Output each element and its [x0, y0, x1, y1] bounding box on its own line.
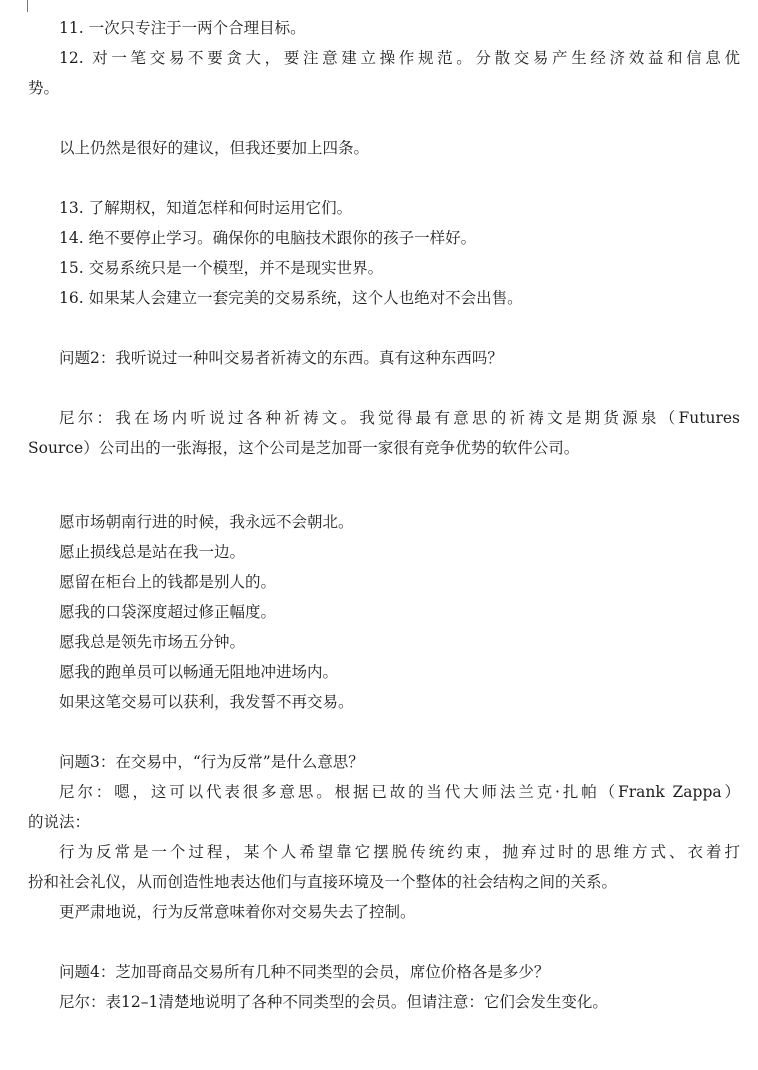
prayer-line: 愿我的口袋深度超过修正幅度。: [59, 603, 277, 621]
question-3: 问题3：在交易中，“行为反常”是什么意思？: [59, 753, 364, 771]
spacer: [28, 373, 740, 403]
tip-12-wrap: 势。: [28, 79, 60, 97]
document-page: [28, 13, 740, 1017]
spacer: [28, 463, 740, 493]
spacer: [28, 163, 740, 193]
prayer-line: 愿我的跑单员可以畅通无阻地冲进场内。: [59, 663, 339, 681]
tip-14: 14. 绝不要停止学习。确保你的电脑技术跟你的孩子一样好。: [59, 229, 477, 247]
page-edge-line: [27, 0, 28, 12]
answer-3-line-1: 尼尔：嗯，这可以代表很多意思。根据已故的当代大师法兰克·扎帕（Frank Zappa）: [59, 783, 740, 801]
quote-line-1: 行为反常是一个过程，某个人希望靠它摆脱传统约束，抛弃过时的思维方式、衣着打: [59, 843, 740, 861]
spacer: [28, 927, 740, 957]
intro-more-tips: 以上仍然是很好的建议，但我还要加上四条。: [59, 139, 370, 157]
answer-2-line-1: 尼尔：我在场内听说过各种祈祷文。我觉得最有意思的祈祷文是期货源泉（Futures: [59, 409, 740, 427]
tip-11: 11. 一次只专注于一两个合理目标。: [59, 19, 306, 37]
prayer-line: 愿市场朝南行进的时候，我永远不会朝北。: [59, 513, 354, 531]
spacer: [28, 313, 740, 343]
question-2: 问题2：我听说过一种叫交易者祈祷文的东西。真有这种东西吗？: [59, 349, 503, 367]
question-4: 问题4：芝加哥商品交易所有几种不同类型的会员，席位价格各是多少？: [59, 963, 550, 981]
answer-3-closing: 更严肃地说，行为反常意味着你对交易失去了控制。: [59, 903, 416, 921]
tip-16: 16. 如果某人会建立一套完美的交易系统，这个人也绝对不会出售。: [59, 289, 523, 307]
spacer: [28, 717, 740, 747]
spacer: [28, 103, 740, 133]
prayer-line: 愿留在柜台上的钱都是别人的。: [59, 573, 277, 591]
tip-13: 13. 了解期权，知道怎样和何时运用它们。: [59, 199, 353, 217]
answer-3-line-2: 的说法：: [28, 813, 91, 831]
tip-15: 15. 交易系统只是一个模型，并不是现实世界。: [59, 259, 384, 277]
prayer-line: 愿止损线总是站在我一边。: [59, 543, 246, 561]
answer-4: 尼尔：表12–1清楚地说明了各种不同类型的会员。但请注意：它们会发生变化。: [59, 993, 608, 1011]
prayer-line: 如果这笔交易可以获利，我发誓不再交易。: [59, 693, 354, 711]
prayer-line: 愿我总是领先市场五分钟。: [59, 633, 246, 651]
spacer: [28, 493, 740, 507]
answer-2-line-2: Source）公司出的一张海报，这个公司是芝加哥一家很有竞争优势的软件公司。: [28, 439, 580, 457]
tip-12: 12. 对一笔交易不要贪大，要注意建立操作规范。分散交易产生经济效益和信息优: [59, 49, 740, 67]
quote-line-2: 扮和社会礼仪，从而创造性地表达他们与直接环境及一个整体的社会结构之间的关系。: [28, 873, 618, 891]
